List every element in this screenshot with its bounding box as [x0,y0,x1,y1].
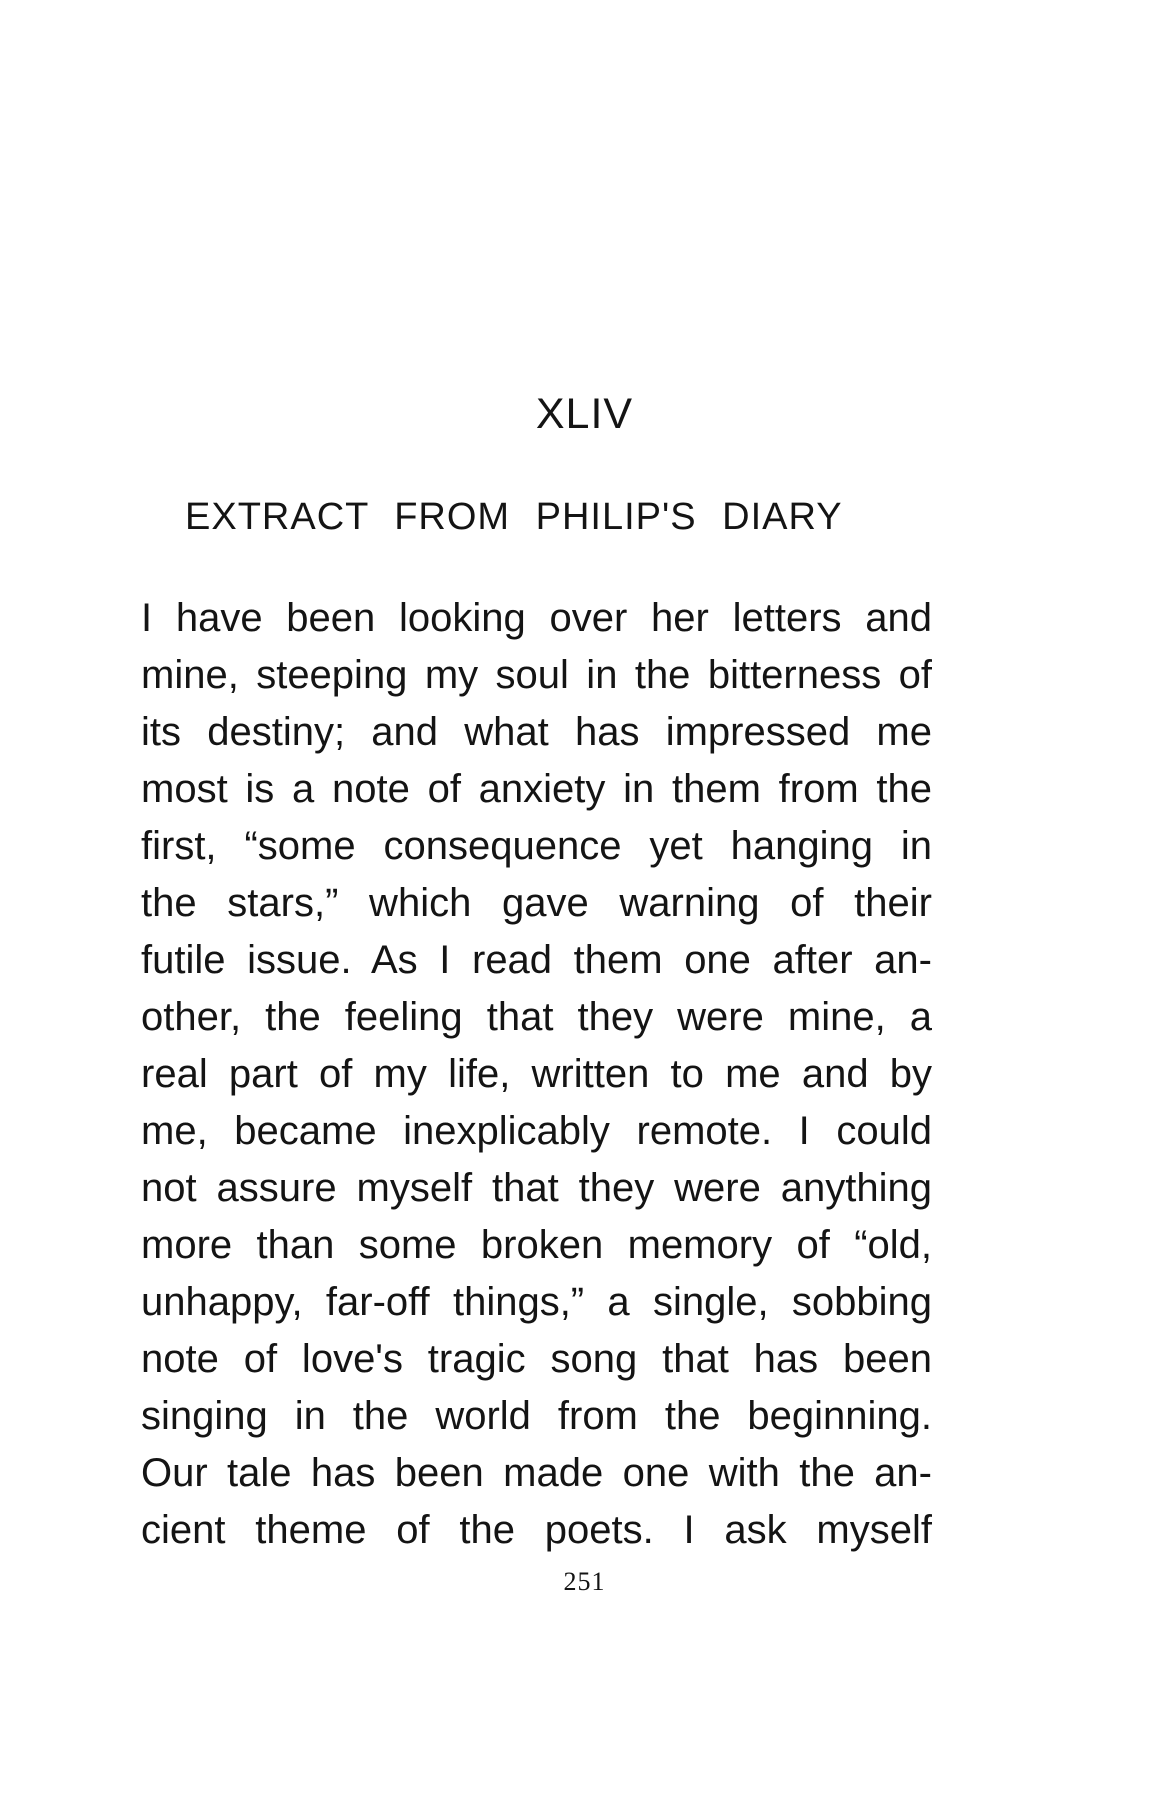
chapter-number: XLIV [535,390,634,438]
page-number: 251 [563,1567,606,1596]
text-line: the stars,” which gave warning of their [141,881,932,925]
text-line: me, became inexplicably remote. I could [141,1109,932,1153]
text-line: Our tale has been made one with the an- [141,1451,932,1495]
text-line: its destiny; and what has impressed me [141,710,932,754]
text-line: note of love's tragic song that has been [141,1337,932,1381]
text-line: mine, steeping my soul in the bitterness of [141,653,932,697]
body-text [141,590,932,1559]
text-line: other, the feeling that they were mine, a [141,995,932,1039]
text-line: first, “some consequence yet hanging in [141,824,932,868]
chapter-title: EXTRACT FROM PHILIP'S DIARY [185,496,843,538]
text-line: I have been looking over her letters and [141,596,932,640]
text-line: futile issue. As I read them one after an- [141,938,932,982]
text-line: real part of my life, written to me and by [141,1052,932,1096]
text-line: more than some broken memory of “old, [141,1223,932,1267]
text-line: cient theme of the poets. I ask myself [141,1508,932,1552]
text-line: not assure myself that they were anything [141,1166,932,1210]
text-line: most is a note of anxiety in them from the [141,767,932,811]
text-line: singing in the world from the beginning. [141,1394,932,1438]
text-line: unhappy, far-off things,” a single, sobbing [141,1280,932,1324]
